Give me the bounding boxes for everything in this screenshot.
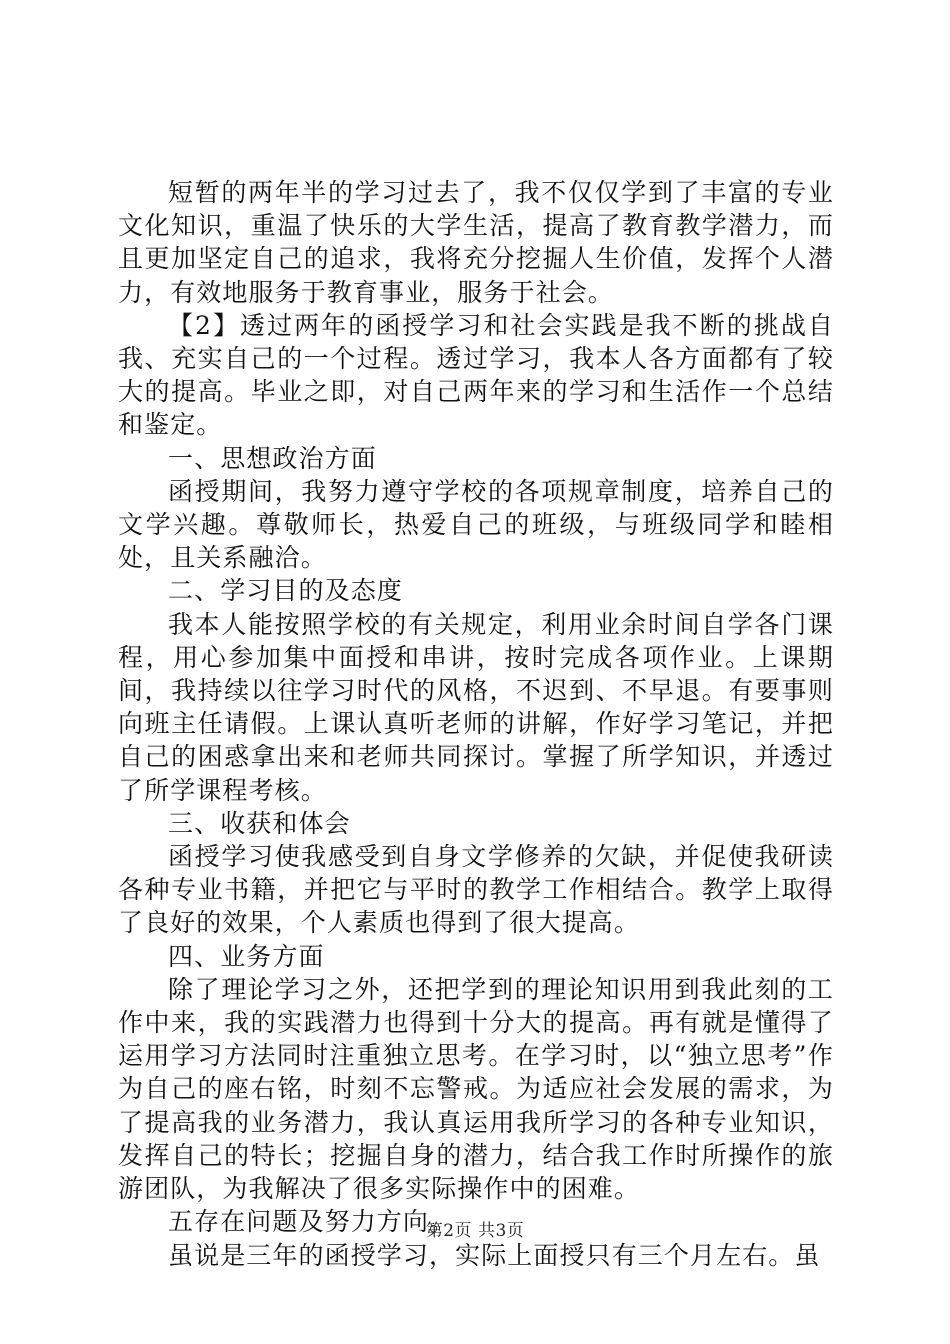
paragraph-problems: 虽说是三年的函授学习，实际上面授只有三个月左右。虽: [168, 1240, 821, 1270]
document-body: [118, 176, 834, 1272]
paragraph-business: 除了理论学习之外，还把学到的理论知识用到我此刻的工作中来，我的实践潜力也得到十分大的提高。再有就是懂得了运用学习方法同时注重独立思考。在学习时，以“独立思考”作为自己的座右铭，时刻不忘警戒。为适应社会发展的需求，为了提高我的业务潜力，我认真运用我所学习的各种专业知识，发挥自己的特长；挖掘自身的潜力，结合我工作时所操作的旅游团队，为我解决了很多实际操作中的困难。: [118, 974, 834, 1204]
paragraph-ideology-politics: 函授期间，我努力遵守学校的各项规章制度，培养自己的文学兴趣。尊敬师长，热爱自己的班级，与班级同学和睦相处，且关系融洽。: [118, 476, 834, 573]
heading-ideology-politics: 一、思想政治方面: [168, 443, 377, 473]
paragraph-intro-conclusion: 短暂的两年半的学习过去了，我不仅仅学到了丰富的专业文化知识，重温了快乐的大学生活，提高了教育教学潜力，而且更加坚定自己的追求，我将充分挖掘人生价值，发挥个人潜力，有效地服务于教育事业，服务于社会。: [118, 178, 834, 307]
paragraph-study-purpose: 我本人能按照学校的有关规定，利用业余时间自学各门课程，用心参加集中面授和串讲，按时完成各项作业。上课期间，我持续以往学习时代的风格，不迟到、不早退。有要事则向班主任请假。上课认真听老师的讲解，作好学习笔记，并把自己的困惑拿出来和老师共同探讨。掌握了所学知识，并透过了所学课程考核。: [118, 609, 834, 805]
paragraph-section-2-opening: 【2】透过两年的函授学习和社会实践是我不断的挑战自我、充实自己的一个过程。透过学习，我本人各方面都有了较大的提高。毕业之即，对自己两年来的学习和生活作一个总结和鉴定。: [118, 310, 834, 440]
heading-problems: 五存在问题及努力方向。: [168, 1207, 456, 1237]
heading-study-purpose: 二、学习目的及态度: [168, 576, 403, 606]
heading-business: 四、业务方面: [168, 941, 325, 971]
page-footer: 第2页 共3页: [425, 1221, 525, 1241]
heading-gains: 三、收获和体会: [168, 808, 351, 838]
paragraph-gains: 函授学习使我感受到自身文学修养的欠缺，并促使我研读各种专业书籍，并把它与平时的教学工作相结合。教学上取得了良好的效果，个人素质也得到了很大提高。: [118, 842, 834, 938]
